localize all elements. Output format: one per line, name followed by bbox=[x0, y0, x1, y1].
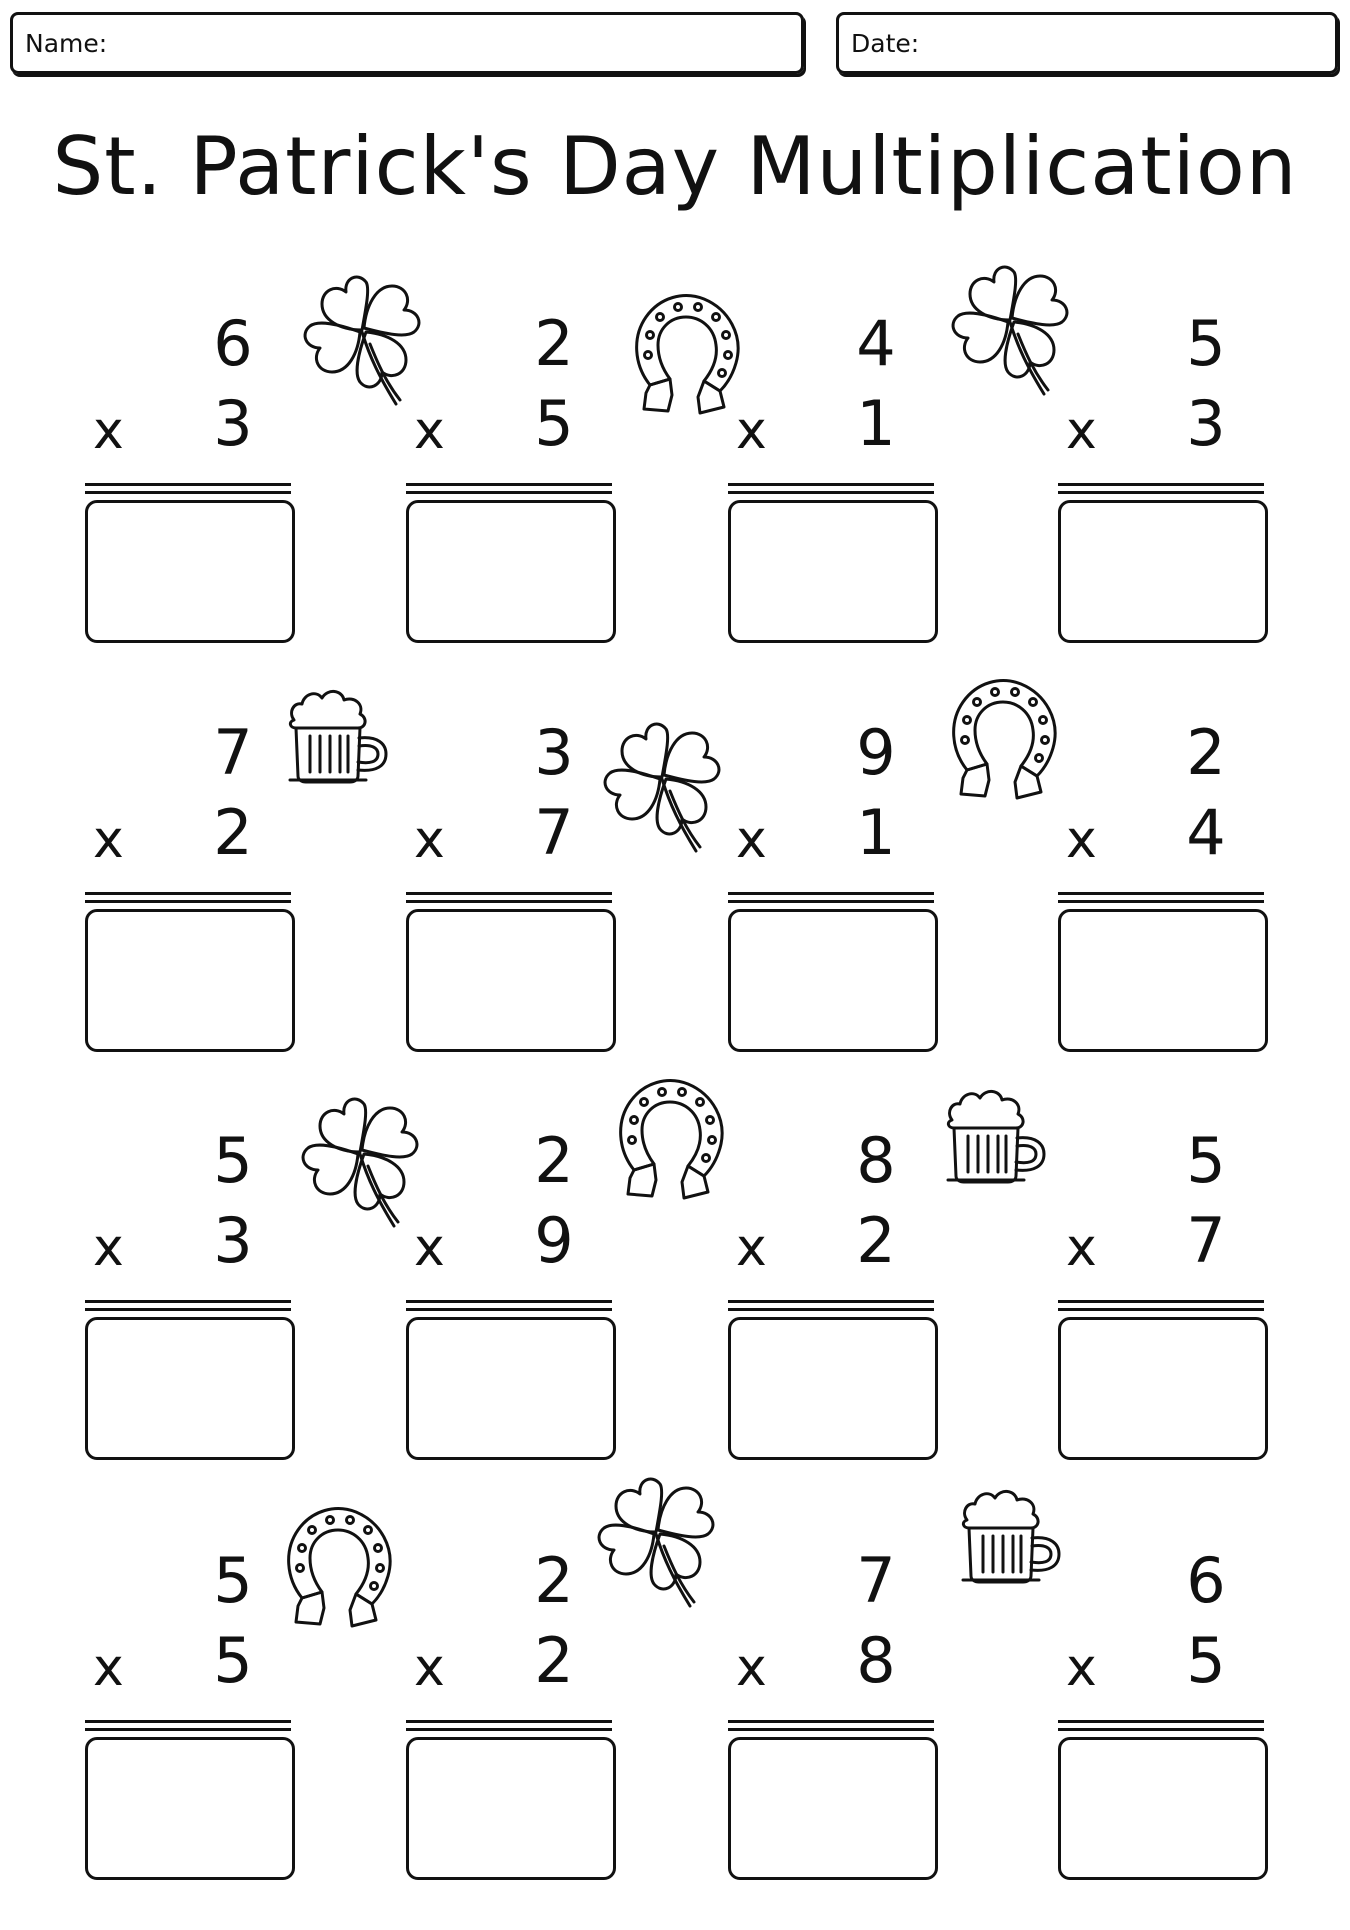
beer-mug-icon bbox=[940, 1080, 1050, 1190]
multiplicand: 4 bbox=[856, 307, 896, 380]
clover-icon bbox=[300, 268, 430, 418]
problem-line bbox=[728, 491, 934, 494]
multiplicand: 3 bbox=[534, 716, 574, 789]
problem-line bbox=[1058, 892, 1264, 895]
problem-line bbox=[1058, 1728, 1264, 1731]
multiplier: 9 bbox=[534, 1204, 574, 1277]
beer-mug-icon bbox=[955, 1480, 1065, 1590]
multiplicand: 9 bbox=[856, 716, 896, 789]
problem-line bbox=[1058, 1720, 1264, 1723]
multiply-sign: x bbox=[736, 1218, 767, 1278]
multiplier: 7 bbox=[1186, 1204, 1226, 1277]
problem-line bbox=[85, 491, 291, 494]
name-field[interactable] bbox=[10, 12, 804, 74]
problem-line bbox=[1058, 1300, 1264, 1303]
multiplier: 4 bbox=[1186, 796, 1226, 869]
horseshoe-icon bbox=[945, 670, 1065, 810]
horseshoe-icon bbox=[612, 1070, 732, 1210]
multiplier: 5 bbox=[534, 387, 574, 460]
multiply-sign: x bbox=[1066, 401, 1097, 461]
multiplier: 1 bbox=[856, 387, 896, 460]
answer-box[interactable] bbox=[728, 500, 938, 643]
problem-card bbox=[728, 1544, 988, 1930]
problem-card bbox=[1058, 1544, 1318, 1930]
multiply-sign: x bbox=[93, 1218, 124, 1278]
multiply-sign: x bbox=[93, 401, 124, 461]
answer-box[interactable] bbox=[1058, 1737, 1268, 1880]
problem-line bbox=[85, 1308, 291, 1311]
multiplier: 2 bbox=[856, 1204, 896, 1277]
multiplier: 3 bbox=[213, 387, 253, 460]
answer-box[interactable] bbox=[1058, 909, 1268, 1052]
problem-line bbox=[728, 900, 934, 903]
answer-box[interactable] bbox=[406, 500, 616, 643]
multiplier: 7 bbox=[534, 796, 574, 869]
horseshoe-icon bbox=[628, 285, 748, 425]
multiplicand: 7 bbox=[856, 1544, 896, 1617]
multiplier: 5 bbox=[1186, 1624, 1226, 1697]
answer-box[interactable] bbox=[728, 909, 938, 1052]
multiplicand: 6 bbox=[1186, 1544, 1226, 1617]
answer-box[interactable] bbox=[728, 1737, 938, 1880]
answer-box[interactable] bbox=[85, 1737, 295, 1880]
multiply-sign: x bbox=[736, 1638, 767, 1698]
multiplier: 5 bbox=[213, 1624, 253, 1697]
multiplicand: 8 bbox=[856, 1124, 896, 1197]
problem-line bbox=[406, 1720, 612, 1723]
multiply-sign: x bbox=[1066, 1638, 1097, 1698]
problem-line bbox=[728, 892, 934, 895]
answer-box[interactable] bbox=[1058, 1317, 1268, 1460]
problem-card bbox=[1058, 1124, 1318, 1510]
multiplier: 2 bbox=[534, 1624, 574, 1697]
multiplicand: 5 bbox=[213, 1544, 253, 1617]
answer-box[interactable] bbox=[728, 1317, 938, 1460]
multiplicand: 7 bbox=[213, 716, 253, 789]
multiply-sign: x bbox=[736, 401, 767, 461]
problem-line bbox=[406, 1308, 612, 1311]
multiply-sign: x bbox=[414, 1218, 445, 1278]
problem-line bbox=[728, 1728, 934, 1731]
problem-line bbox=[85, 483, 291, 486]
problem-line bbox=[728, 1300, 934, 1303]
multiply-sign: x bbox=[93, 1638, 124, 1698]
name-label: Name: bbox=[25, 29, 108, 58]
problem-card bbox=[1058, 716, 1318, 1102]
answer-box[interactable] bbox=[406, 1737, 616, 1880]
multiply-sign: x bbox=[736, 810, 767, 870]
problem-line bbox=[85, 892, 291, 895]
problem-card bbox=[1058, 307, 1318, 693]
clover-icon bbox=[948, 258, 1078, 408]
clover-icon bbox=[594, 1470, 724, 1620]
answer-box[interactable] bbox=[85, 1317, 295, 1460]
answer-box[interactable] bbox=[406, 909, 616, 1052]
problem-line bbox=[406, 900, 612, 903]
multiply-sign: x bbox=[1066, 1218, 1097, 1278]
multiply-sign: x bbox=[414, 1638, 445, 1698]
problem-line bbox=[728, 483, 934, 486]
multiplicand: 2 bbox=[534, 1124, 574, 1197]
answer-box[interactable] bbox=[406, 1317, 616, 1460]
answer-box[interactable] bbox=[85, 909, 295, 1052]
multiplier: 1 bbox=[856, 796, 896, 869]
date-field[interactable] bbox=[836, 12, 1338, 74]
multiplier: 3 bbox=[213, 1204, 253, 1277]
multiplicand: 2 bbox=[534, 307, 574, 380]
multiplier: 3 bbox=[1186, 387, 1226, 460]
problem-line bbox=[728, 1308, 934, 1311]
problem-line bbox=[406, 1300, 612, 1303]
problem-line bbox=[406, 483, 612, 486]
problem-line bbox=[1058, 900, 1264, 903]
answer-box[interactable] bbox=[1058, 500, 1268, 643]
date-label: Date: bbox=[851, 29, 920, 58]
multiply-sign: x bbox=[1066, 810, 1097, 870]
horseshoe-icon bbox=[280, 1498, 400, 1638]
beer-mug-icon bbox=[282, 680, 392, 790]
multiply-sign: x bbox=[414, 810, 445, 870]
problem-card bbox=[406, 307, 666, 693]
multiplier: 2 bbox=[213, 796, 253, 869]
multiplicand: 2 bbox=[1186, 716, 1226, 789]
multiplicand: 5 bbox=[213, 1124, 253, 1197]
clover-icon bbox=[600, 715, 730, 865]
multiplicand: 5 bbox=[1186, 307, 1226, 380]
problem-line bbox=[85, 900, 291, 903]
page-title: St. Patrick's Day Multiplication bbox=[52, 120, 1298, 213]
multiplier: 8 bbox=[856, 1624, 896, 1697]
problem-line bbox=[85, 1728, 291, 1731]
multiplicand: 2 bbox=[534, 1544, 574, 1617]
problem-line bbox=[406, 491, 612, 494]
clover-icon bbox=[298, 1090, 428, 1240]
answer-box[interactable] bbox=[85, 500, 295, 643]
problem-line bbox=[728, 1720, 934, 1723]
problem-line bbox=[85, 1720, 291, 1723]
multiplicand: 6 bbox=[213, 307, 253, 380]
problem-line bbox=[1058, 491, 1264, 494]
problem-line bbox=[1058, 1308, 1264, 1311]
multiply-sign: x bbox=[414, 401, 445, 461]
problem-line bbox=[406, 1728, 612, 1731]
multiplicand: 5 bbox=[1186, 1124, 1226, 1197]
problem-line bbox=[406, 892, 612, 895]
problem-line bbox=[1058, 483, 1264, 486]
multiply-sign: x bbox=[93, 810, 124, 870]
problem-line bbox=[85, 1300, 291, 1303]
